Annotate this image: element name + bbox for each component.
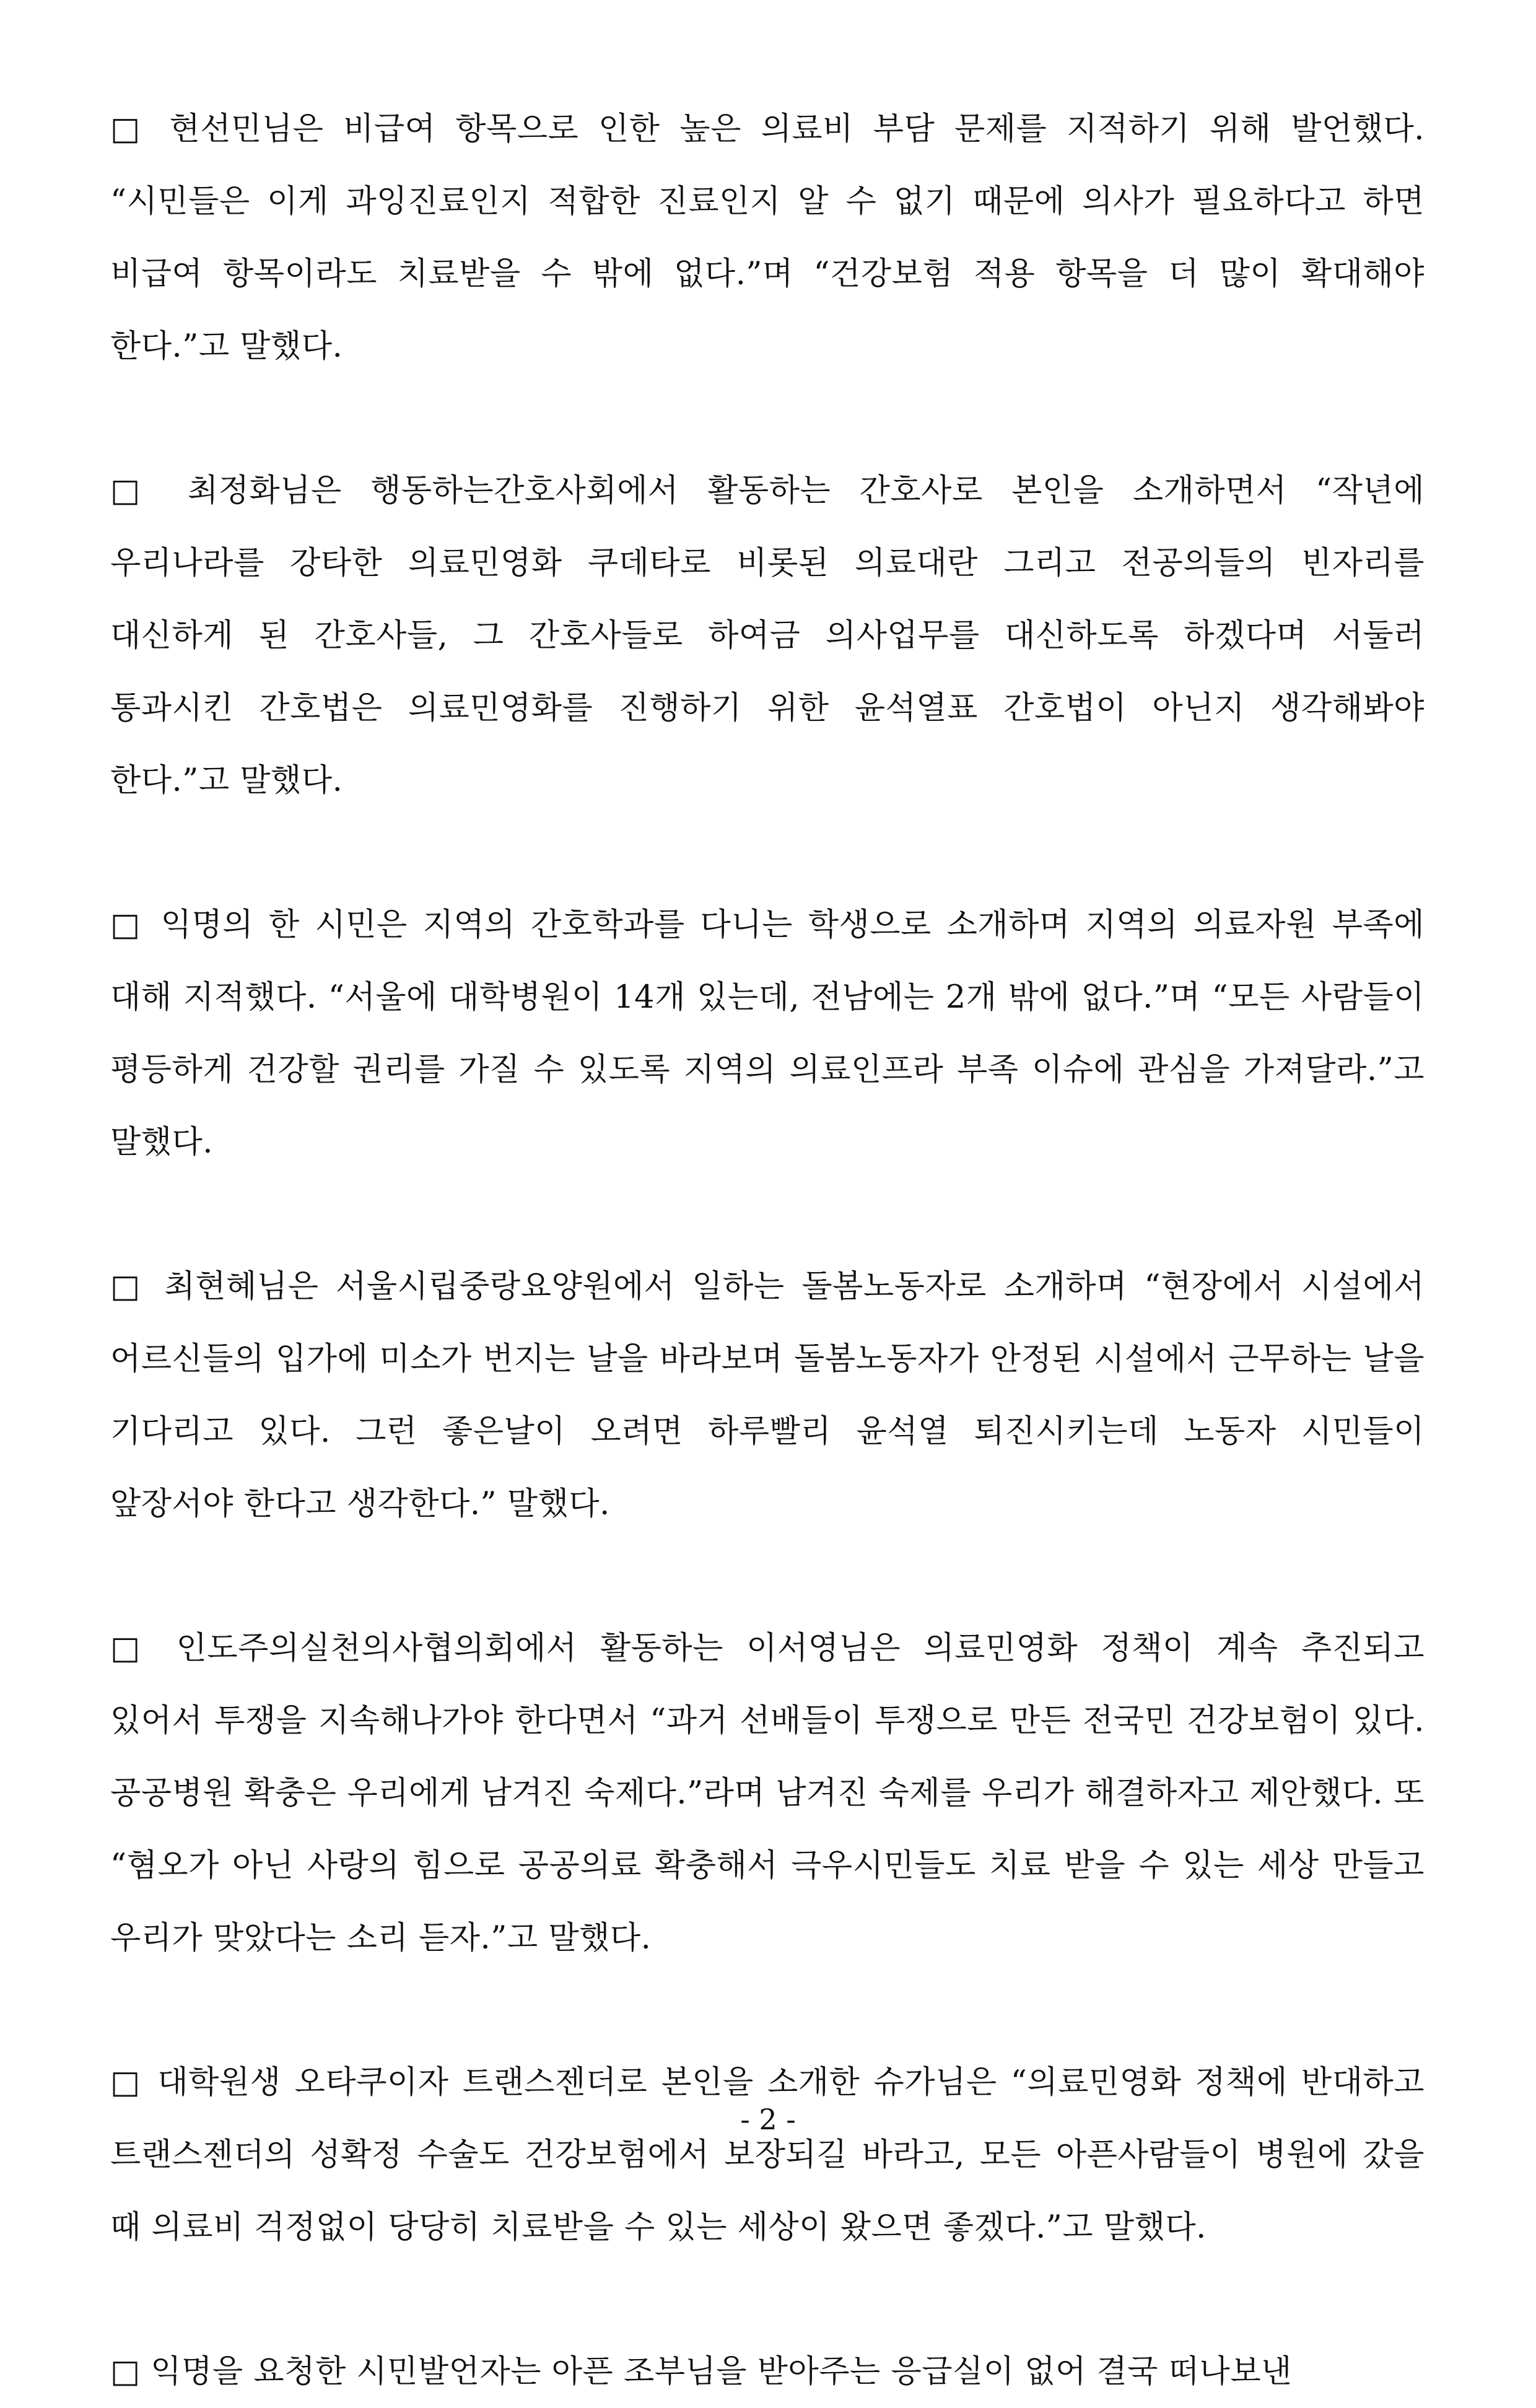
paragraph-suga: □ 대학원생 오타쿠이자 트랜스젠더로 본인을 소개한 슈가님은 “의료민영화 정책에 반대하고 트랜스젠더의 성확정 수술도 건강보험에서 보장되길 바라고, 모든 아픈사람들이 병원에 갔을 때 의료비 걱정없이 당당히 치료받을 수 있는 세상이 왔으면 좋겠다.”고 말했다.	[110, 2064, 1425, 2246]
article-body	[110, 93, 1425, 2408]
paragraph-hyun-seonmin: □ 현선민님은 비급여 항목으로 인한 높은 의료비 부담 문제를 지적하기 위해 발언했다. “시민들은 이게 과잉진료인지 적합한 진료인지 알 수 없기 때문에 의사가 필요하다고 하면 비급여 항목이라도 치료받을 수 밖에 없다.”며 “건강보험 적용 항목을 더 많이 확대해야 한다.”고 말했다.	[110, 111, 1425, 365]
page-number: - 2 -	[740, 2103, 796, 2136]
paragraph-choi-jeonghwa: □ 최정화님은 행동하는간호사회에서 활동하는 간호사로 본인을 소개하면서 “작년에 우리나라를 강타한 의료민영화 쿠데타로 비롯된 의료대란 그리고 전공의들의 빈자리를 대신하게 된 간호사들, 그 간호사들로 하여금 의사업무를 대신하도록 하겠다며 서둘러 통과시킨 간호법은 의료민영화를 진행하기 위한 윤석열표 간호법이 아닌지 생각해봐야 한다.”고 말했다.	[110, 473, 1425, 799]
paragraph-anonymous-nursing-student: □ 익명의 한 시민은 지역의 간호학과를 다니는 학생으로 소개하며 지역의 의료자원 부족에 대해 지적했다. “서울에 대학병원이 14개 있는데, 전남에는 2개 밖에 없다.”며 “모든 사람들이 평등하게 건강할 권리를 가질 수 있도록 지역의 의료인프라 부족 이슈에 관심을 가져달라.”고 말했다.	[110, 907, 1425, 1161]
paragraph-anonymous-speaker: □ 익명을 요청한 시민발언자는 아픈 조부님을 받아주는 응급실이 없어 결국 떠나보낸	[110, 2353, 1292, 2390]
paragraph-lee-seoyoung: □ 인도주의실천의사협의회에서 활동하는 이서영님은 의료민영화 정책이 계속 추진되고 있어서 투쟁을 지속해나가야 한다면서 “과거 선배들이 투쟁으로 만든 전국민 건강보험이 있다. 공공병원 확충은 우리에게 남겨진 숙제다.”라며 남겨진 숙제를 우리가 해결하자고 제안했다. 또 “혐오가 아닌 사랑의 힘으로 공공의료 확충해서 극우시민들도 치료 받을 수 있는 세상 만들고 우리가 맞았다는 소리 듣자.”고 말했다.	[110, 1630, 1425, 1956]
paragraph-choi-hyunhye: □ 최현혜님은 서울시립중랑요양원에서 일하는 돌봄노동자로 소개하며 “현장에서 시설에서 어르신들의 입가에 미소가 번지는 날을 바라보며 돌봄노동자가 안정된 시설에서 근무하는 날을 기다리고 있다. 그런 좋은날이 오려면 하루빨리 윤석열 퇴진시키는데 노동자 시민들이 앞장서야 한다고 생각한다.” 말했다.	[110, 1268, 1425, 1522]
